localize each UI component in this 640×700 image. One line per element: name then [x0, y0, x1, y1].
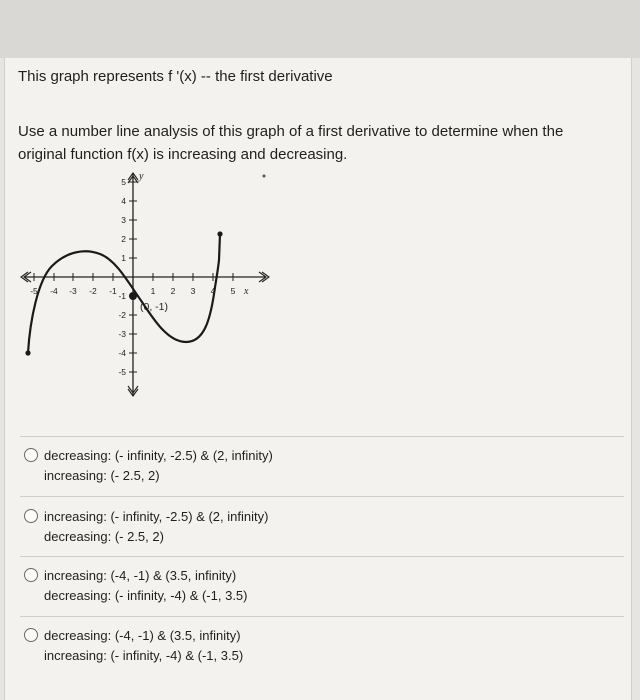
radio-button[interactable]: [24, 568, 38, 582]
radio-button[interactable]: [24, 448, 38, 462]
option-line-1: decreasing: (-4, -1) & (3.5, infinity): [44, 628, 241, 643]
x-tick-label: 4: [210, 286, 216, 296]
x-tick-label: -5: [30, 286, 38, 296]
x-axis-label: x: [244, 286, 249, 297]
curve-start-dot: [25, 350, 30, 355]
question-title: This graph represents f '(x) -- the first derivative: [18, 68, 333, 85]
curve-end-dot: [217, 231, 222, 236]
option-line-2: decreasing: (- infinity, -4) & (-1, 3.5): [44, 588, 248, 603]
y-tick-label: 5: [121, 177, 126, 187]
option-text: [44, 626, 243, 666]
option-divider: [20, 556, 624, 557]
option-line-2: increasing: (- infinity, -4) & (-1, 3.5): [44, 648, 244, 663]
y-tick-label: 2: [121, 234, 126, 244]
option-line-2: increasing: (- 2.5, 2): [44, 468, 160, 483]
option-text: [44, 507, 268, 547]
point-label: (0, -1): [140, 301, 169, 313]
option-divider: [20, 616, 624, 617]
y-tick-label: 1: [121, 253, 126, 263]
y-tick-label: 4: [121, 196, 126, 206]
option-line-1: increasing: (-4, -1) & (3.5, infinity): [44, 568, 237, 583]
radio-button[interactable]: [24, 628, 38, 642]
x-tick-label: 3: [190, 286, 196, 296]
y-tick-label: -2: [118, 310, 126, 320]
derivative-graph: [18, 170, 288, 410]
option-line-1: increasing: (- infinity, -2.5) & (2, infinity): [44, 509, 269, 524]
radio-button[interactable]: [24, 509, 38, 523]
y-tick-label: 3: [121, 215, 126, 225]
option-text: [44, 566, 248, 606]
y-tick-label: -4: [118, 348, 126, 358]
question-prompt: Use a number line analysis of this graph of a first derivative to determine when the original function f(x) is increasing and decreasing.: [18, 123, 564, 163]
y-axis-label: y: [139, 171, 144, 182]
y-tick-label: -1: [118, 291, 126, 301]
x-tick-label: -4: [50, 286, 58, 296]
x-tick-label: -2: [89, 286, 97, 296]
top-background: [0, 0, 640, 58]
stray-dot: [263, 175, 266, 178]
option-line-2: decreasing: (- 2.5, 2): [44, 529, 164, 544]
option-text: [44, 446, 273, 486]
option-divider: [20, 496, 624, 497]
x-tick-label: -3: [69, 286, 77, 296]
x-tick-label: -1: [109, 286, 117, 296]
x-tick-label: 2: [170, 286, 176, 296]
option-divider: [20, 436, 624, 437]
point-marker: [129, 292, 137, 300]
option-line-1: decreasing: (- infinity, -2.5) & (2, infinity): [44, 448, 273, 463]
y-tick-label: -5: [118, 367, 126, 377]
y-tick-label: -3: [118, 329, 126, 339]
x-tick-label: 5: [230, 286, 236, 296]
x-tick-label: 1: [150, 286, 156, 296]
